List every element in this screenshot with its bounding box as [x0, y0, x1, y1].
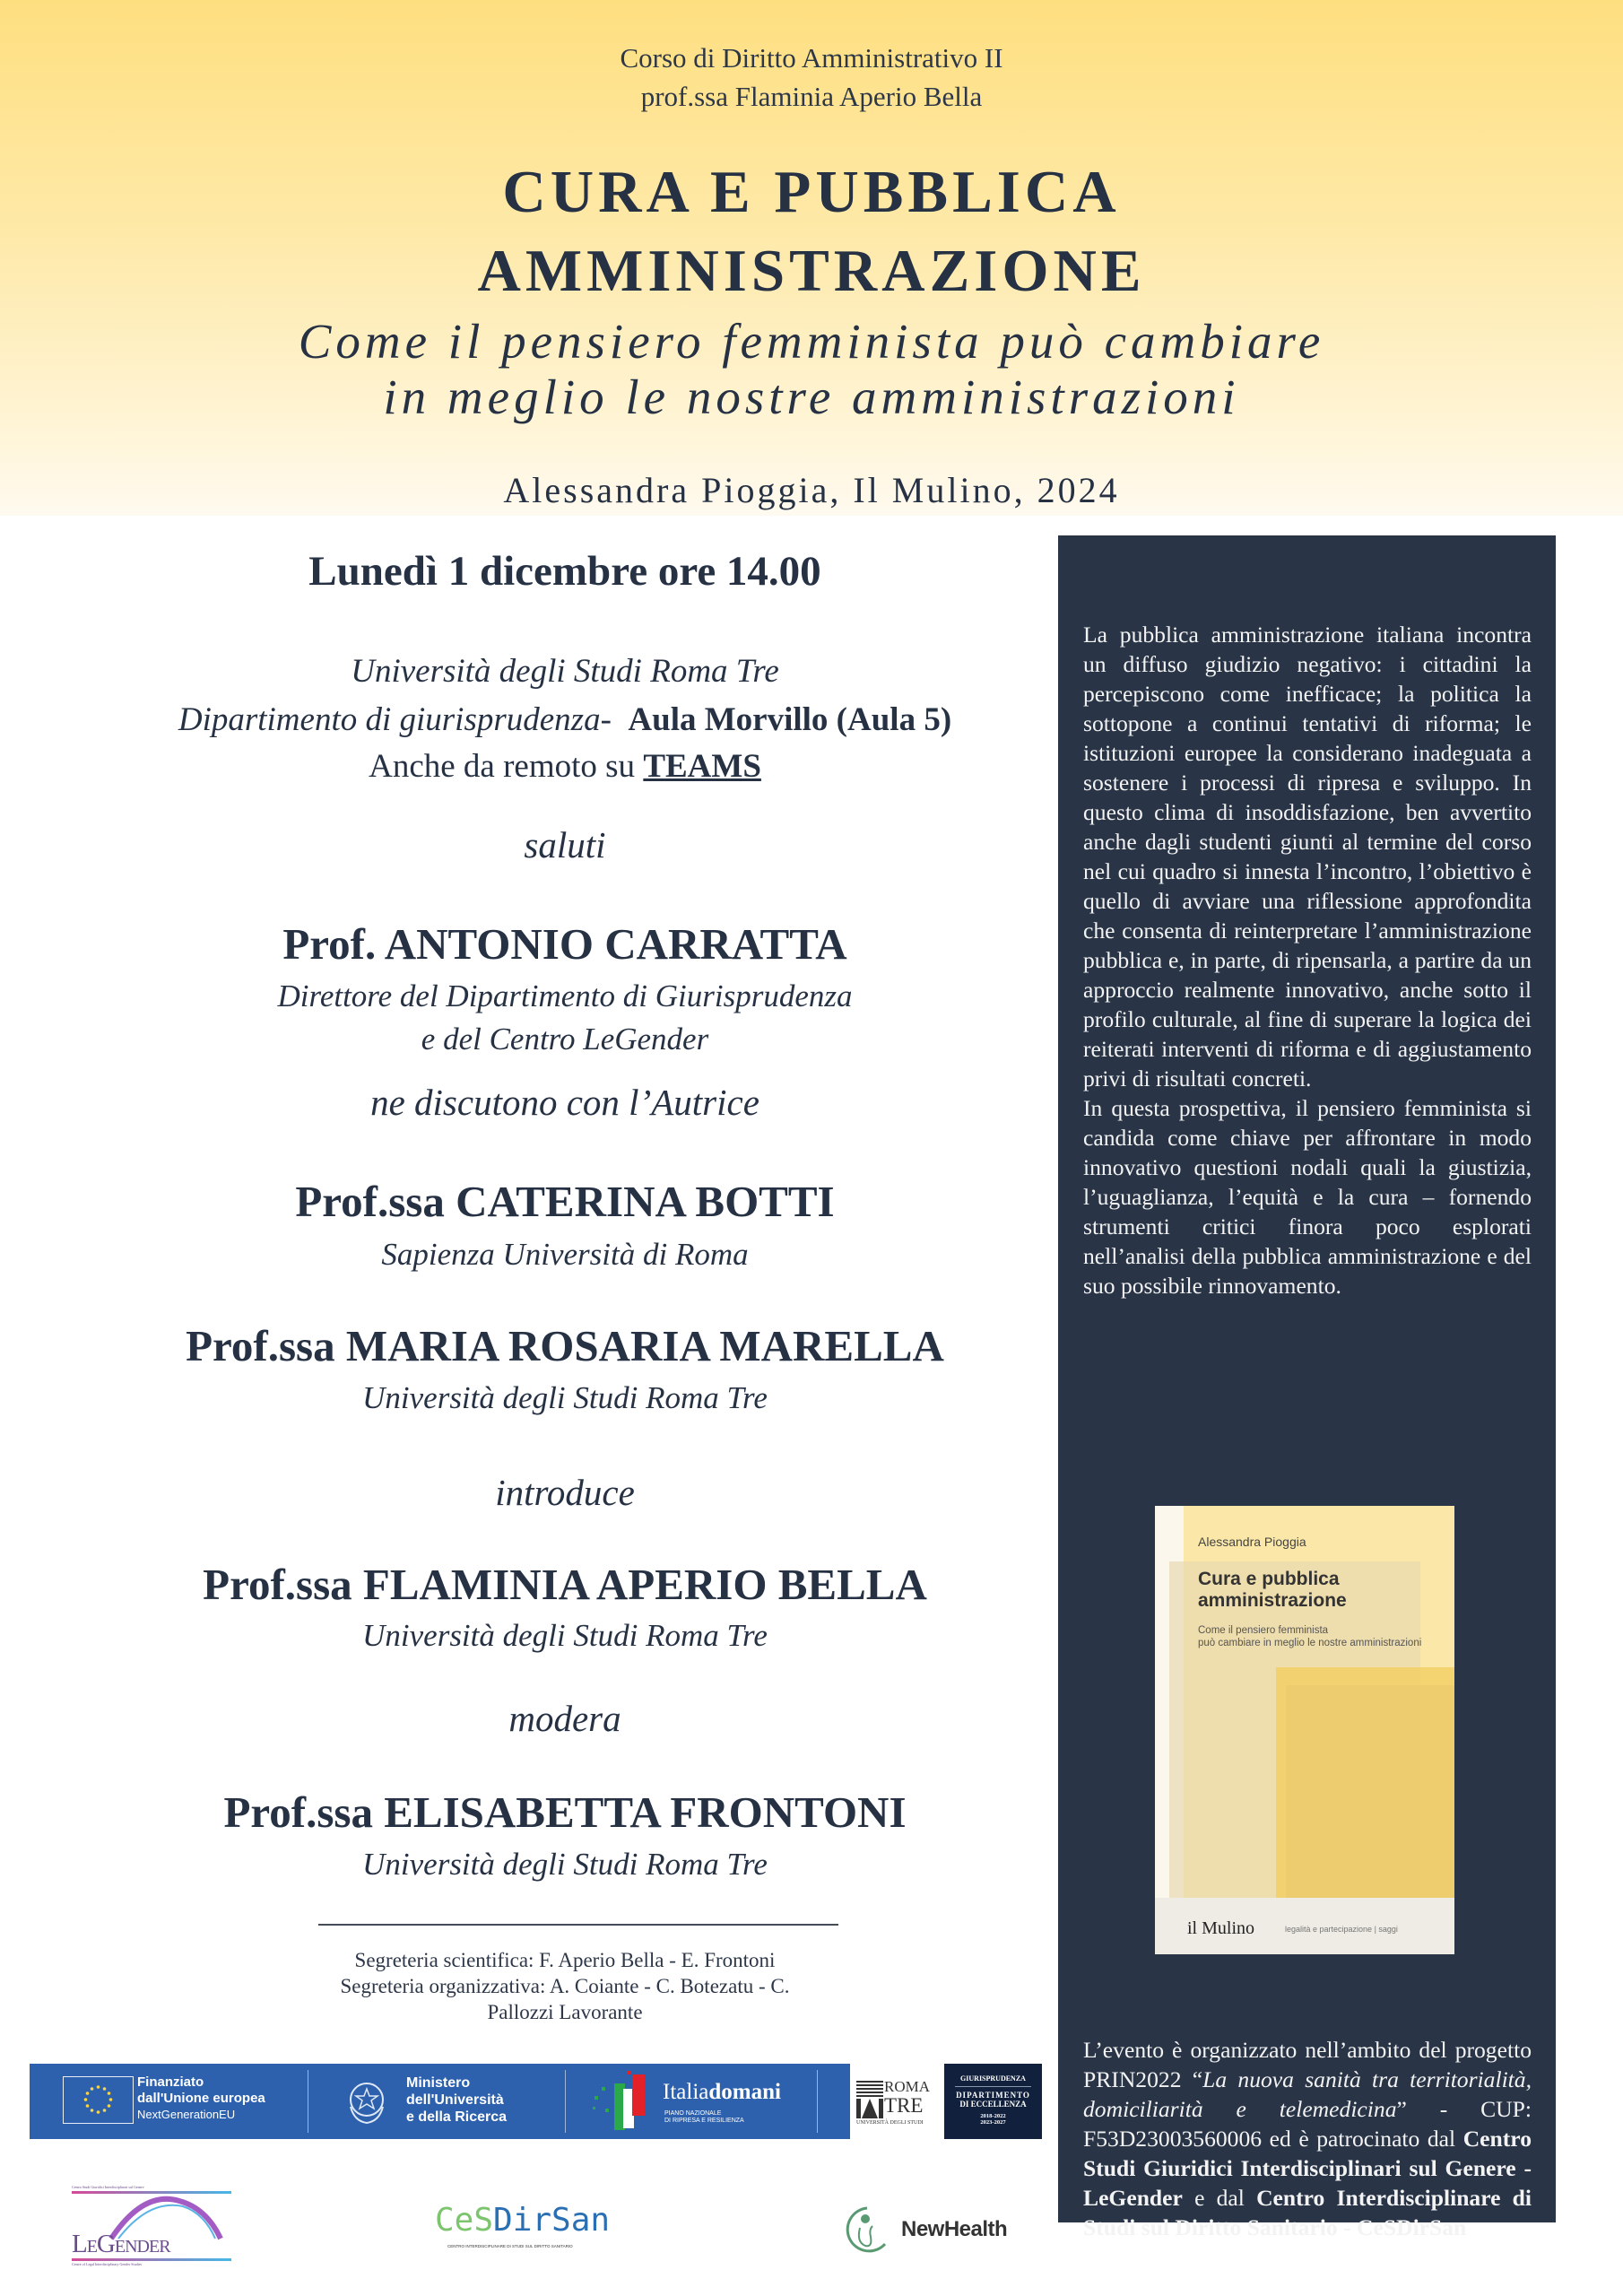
cesdirsan-logo [435, 2203, 632, 2248]
moderator-name: Prof.ssa ELISABETTA FRONTONI [223, 1787, 907, 1837]
legender-logo [72, 2185, 231, 2267]
remote-prefix: Anche da remoto su [369, 748, 636, 785]
cover-publisher: il Mulino [1187, 1918, 1255, 1938]
cover-block [1286, 1685, 1454, 1909]
italiadomani-logo [663, 2080, 781, 2105]
description-paragraph-2: In questa prospettiva, il pensiero femminista si candida come chiave per affrontare in modo innovativo questioni nodali quali la giustizia, l’uguaglianza, l’equità e la cura – fornendo strumenti critici finora poco esplorati nell’analisi della pubblica amministrazione e del suo possibile rinnovamento. [1083, 1095, 1532, 1299]
giur-line-3: DI ECCELLENZA [959, 2100, 1027, 2109]
eu-line-1: Finanziato [137, 2074, 204, 2090]
cover-subtitle-1: Come il pensiero femminista [1198, 1625, 1329, 1636]
giur-line-5: 2023-2027 [980, 2119, 1006, 2126]
giur-line-4: 2018-2022 [980, 2113, 1006, 2119]
banner-divider [565, 2070, 566, 2133]
italiadomani-line-2: DI RIPRESA E RESILIENZA [664, 2118, 744, 2124]
title-line-2: AMMINISTRAZIONE [477, 238, 1146, 304]
cover-subtitle [1198, 1624, 1440, 1649]
introducer-name: Prof.ssa FLAMINIA APERIO BELLA [203, 1560, 927, 1609]
funding-banner [30, 2064, 850, 2139]
cover-series: legalità e partecipazione | saggi [1285, 1925, 1398, 1934]
giur-line-2: DIPARTIMENTO [956, 2091, 1030, 2100]
project-intro: L’evento è organizzato nell’ambito del progetto PRIN2022 “ [1083, 2037, 1532, 2092]
greeter-role-2: e del Centro LeGender [421, 1022, 709, 1057]
venue-department: Dipartimento di giurisprudenza- [178, 701, 612, 738]
italiadomani-a: Italia [663, 2080, 709, 2104]
venue-university: Università degli Studi Roma Tre [351, 653, 779, 690]
title-line-1: CURA E PUBBLICA [502, 159, 1121, 225]
eu-line-3: NextGenerationEU [137, 2108, 236, 2121]
giurisprudenza-logo [944, 2064, 1042, 2139]
legender-name: LeGender [72, 2230, 170, 2258]
event-date: Lunedì 1 dicembre ore 14.00 [308, 548, 821, 595]
greeter-role-1: Direttore del Dipartimento di Giurisprudenza [277, 978, 853, 1013]
secretariat-scientific: Segreteria scientifica: F. Aperio Bella - E. Frontoni [354, 1949, 776, 1971]
discussant-affiliation: Sapienza Università di Roma [381, 1237, 749, 1272]
discussant-affiliation: Università degli Studi Roma Tre [362, 1380, 768, 1415]
italiadomani-b: domani [708, 2080, 781, 2104]
description-panel [1058, 535, 1556, 2240]
eu-line-2: dall'Unione europea [137, 2091, 265, 2106]
venue-room: Aula Morvillo (Aula 5) [628, 701, 952, 738]
italy-flag-icon [587, 2069, 659, 2138]
subtitle-line-2: in meglio le nostre amministrazioni [383, 370, 1240, 424]
cover-subtitle-2: può cambiare in meglio le nostre amministrazioni [1198, 1638, 1422, 1648]
moderator-label: modera [508, 1698, 621, 1739]
discussion-label: ne discutono con l’Autrice [370, 1082, 759, 1123]
book-cover-image [1155, 1506, 1454, 1954]
remote-line [54, 743, 1076, 791]
mur-text [406, 2074, 507, 2126]
cesdirsan-wordmark [435, 2203, 632, 2239]
cesdirsan-subtext: CENTRO INTERDISCIPLINARE DI STUDI SUL DIRITTO SANITARIO [447, 2244, 573, 2248]
italiadomani-line-1: PIANO NAZIONALE [664, 2110, 722, 2117]
introducer-affiliation: Università degli Studi Roma Tre [362, 1618, 768, 1653]
mur-line-2: dell'Università [406, 2092, 504, 2108]
cesdirsan-a: CeS [435, 2202, 494, 2239]
legender-line [72, 2258, 231, 2261]
secretariat-organizational-1: Segreteria organizzativa: A. Coiante - C. Botezatu - C. [340, 1975, 790, 1997]
eu-flag-icon [63, 2076, 134, 2124]
sponsor-cesdirsan: Centro Interdisciplinare di Studi sul Diritto Sanitario - CeSDirSan [1083, 2185, 1532, 2240]
newhealth-logo [840, 2203, 1020, 2257]
sponsor-join: e dal [1182, 2185, 1257, 2211]
project-title: La nuova sanità tra territorialità, domiciliarità e telemedicina [1083, 2066, 1532, 2122]
greetings-label: saluti [524, 824, 606, 865]
roma-tre-arch-icon [856, 2081, 883, 2118]
secretariat-organizational-2: Pallozzi Lavorante [487, 2001, 643, 2023]
giur-line-1: GIURISPRUDENZA [960, 2074, 1026, 2083]
discussant-name: Prof.ssa CATERINA BOTTI [295, 1177, 835, 1226]
sponsor-legender: Centro Studi Giuridici Interdisciplinari sul Genere - LeGender [1083, 2126, 1532, 2211]
venue-line [54, 696, 1076, 744]
newhealth-text: NewHealth [901, 2217, 1008, 2241]
cover-author: Alessandra Pioggia [1198, 1535, 1306, 1549]
roma-tre-logo [856, 2079, 939, 2133]
greeter-name: Prof. ANTONIO CARRATTA [282, 919, 847, 969]
eu-funding-text [137, 2074, 265, 2123]
intro-label: introduce [495, 1472, 635, 1513]
description-text [1083, 620, 1532, 1300]
italiadomani-subtext [664, 2110, 744, 2125]
course-professor: prof.ssa Flaminia Aperio Bella [640, 81, 983, 112]
course-name: Corso di Diritto Amministrativo II [620, 42, 1003, 74]
mur-line-1: Ministero [406, 2075, 471, 2091]
banner-divider [817, 2070, 818, 2133]
subtitle-line-1: Come il pensiero femminista può cambiare [298, 314, 1325, 369]
project-cup: ” - CUP: F53D23003560006 ed è patrocinato dal [1083, 2096, 1532, 2152]
discussant-name: Prof.ssa MARIA ROSARIA MARELLA [186, 1321, 944, 1370]
newhealth-person-icon [840, 2203, 894, 2257]
roma-tre-text-b: TRE [884, 2094, 924, 2117]
roma-tre-text-c: UNIVERSITÀ DEGLI STUDI [856, 2120, 924, 2126]
cesdirsan-b: DirSan [493, 2202, 611, 2239]
legender-bottom-text: Centre of Legal Interdisciplinary Gender Studies [72, 2262, 143, 2266]
teams-link[interactable]: TEAMS [643, 748, 761, 785]
mur-line-3: e della Ricerca [406, 2109, 508, 2125]
divider [318, 1924, 838, 1926]
project-note [1083, 2035, 1532, 2242]
cover-title: Cura e pubblica amministrazione [1198, 1569, 1347, 1611]
legender-top-text: Centro Studi Giuridici Interdisciplinari sul Genere [72, 2185, 144, 2189]
moderator-affiliation: Università degli Studi Roma Tre [362, 1847, 768, 1882]
book-reference: Alessandra Pioggia, Il Mulino, 2024 [503, 470, 1120, 510]
roma-tre-text-a: ROMA [884, 2078, 931, 2095]
giur-divider [955, 2086, 1031, 2087]
description-paragraph-1: La pubblica amministrazione italiana incontra un diffuso giudizio negativo: i cittadini la percepiscono come inefficace; la politica la sottopone a continui tentativi di riforma; le istituzioni europee la considerano inadeguata a sostenere i processi di ripresa e sviluppo. In questo clima di insoddisfazione, ben avvertito anche dagli studenti giunti al termine del corso nel cui quadro si innesta l’incontro, l’obiettivo è quello di avviare una riflessione approfondita che consenta di reinterpretare l’amministrazione pubblica e, in parte, di ripensarla, a partire da un approccio realmente innovativo, anche sotto il profilo culturale, al fine di superare la logica dei reiterati interventi di riforma e di aggiustamento privi di risultati concreti. [1083, 622, 1532, 1091]
italian-emblem-icon [345, 2076, 388, 2131]
